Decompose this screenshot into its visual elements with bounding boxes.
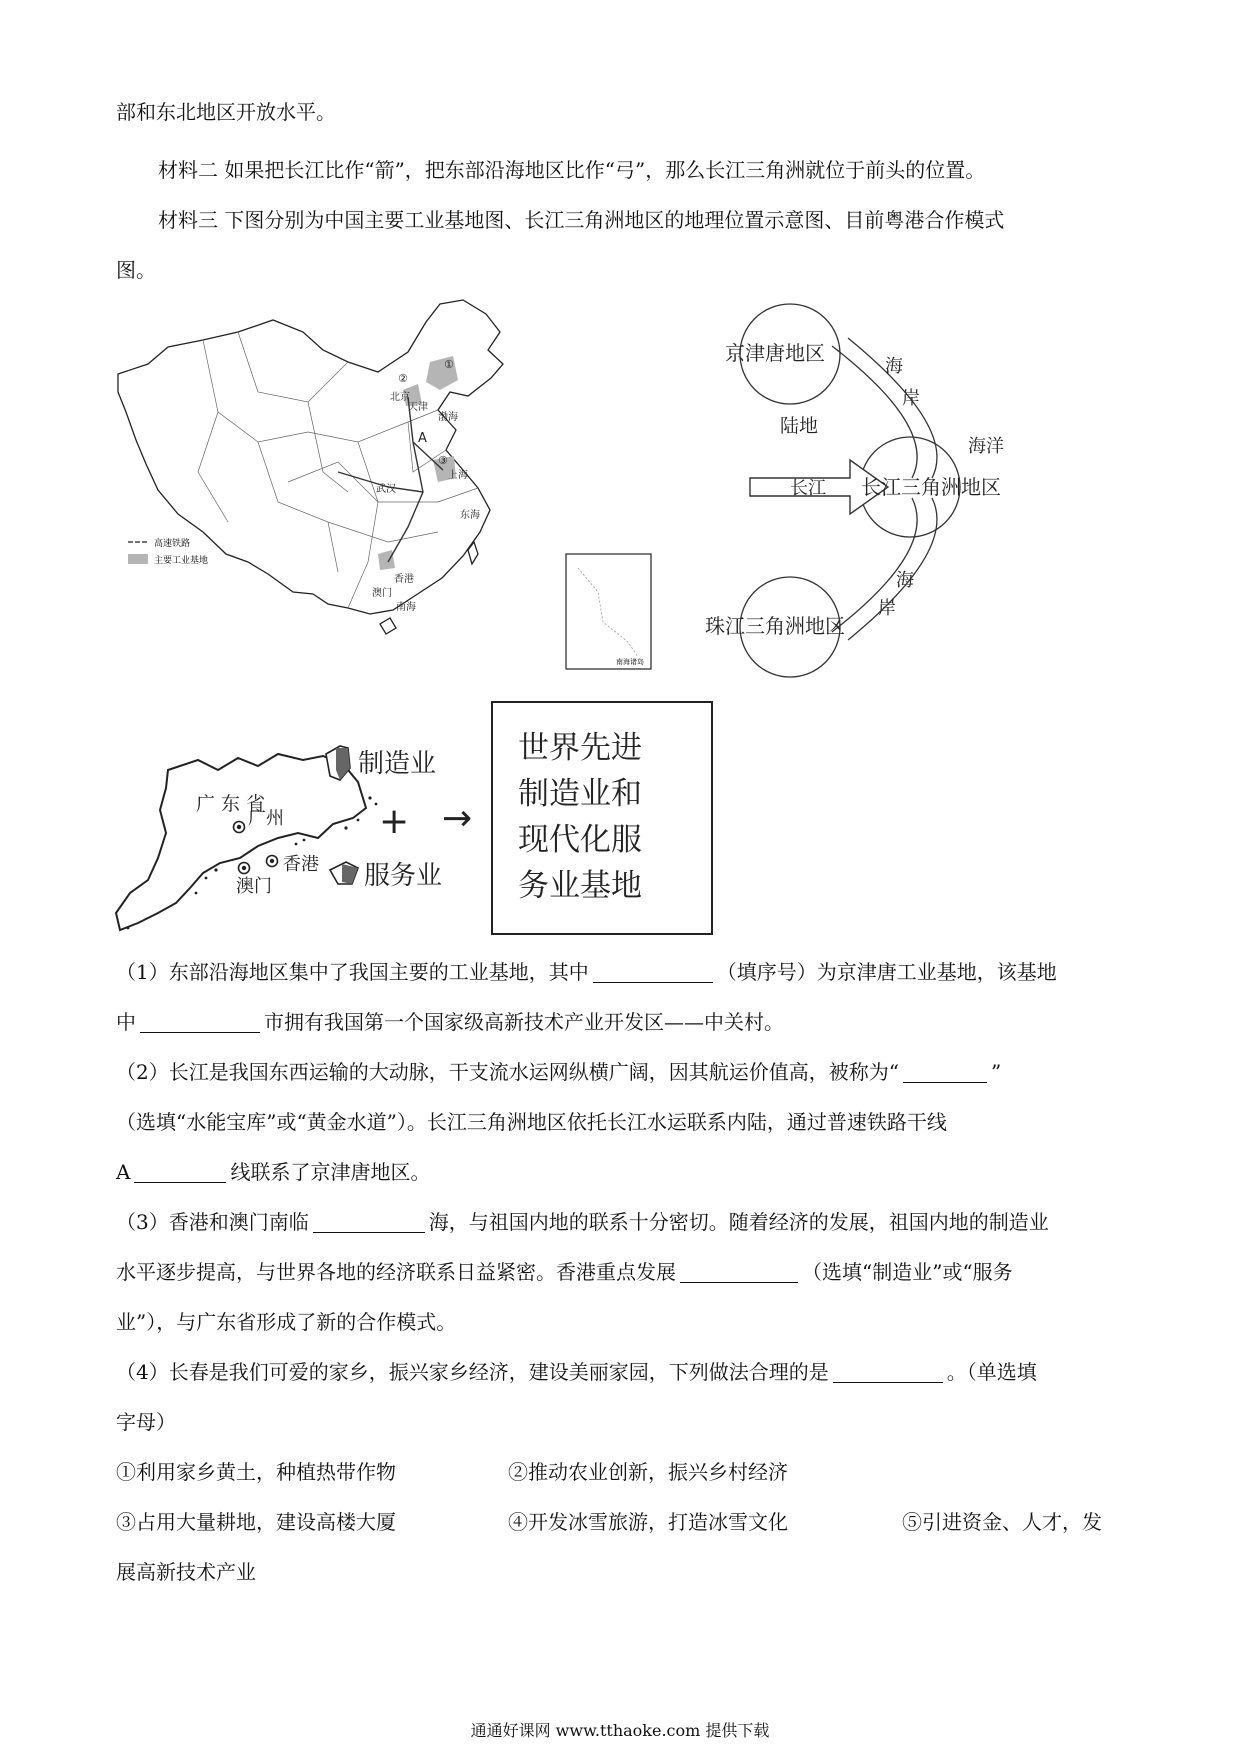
gd-hk-cooperation-diagram	[108, 698, 788, 938]
china-industrial-map	[108, 292, 644, 677]
label-coast: 海	[885, 356, 903, 377]
question-1-cont	[116, 1008, 784, 1036]
result-line: 务业基地	[518, 868, 642, 904]
answer-blank[interactable]	[134, 1162, 226, 1183]
question-2-cont	[116, 1108, 947, 1136]
question-4-cont	[116, 1408, 176, 1436]
label-macao: 澳门	[372, 588, 392, 599]
yrd-location-diagram	[700, 300, 1120, 685]
option-2: ②推动农业创新，振兴乡村经济	[508, 1460, 788, 1484]
label-coast: 岸	[902, 388, 920, 409]
label-manufacturing: 制造业	[358, 749, 437, 779]
result-line: 现代化服	[518, 822, 642, 858]
label-macao: 澳门	[236, 876, 272, 897]
legend-base: 主要工业基地	[154, 556, 209, 566]
question-1	[116, 958, 1057, 986]
label-hongkong: 香港	[283, 854, 319, 875]
answer-blank[interactable]	[903, 1062, 987, 1083]
map-labels	[372, 358, 480, 613]
label-ocean: 海洋	[968, 436, 1004, 457]
railway-lines	[338, 397, 443, 562]
answer-blank[interactable]	[140, 1012, 260, 1033]
q2-text: （选填“水能宝库”或“黄金水道”）。长江三角洲地区依托长江水运联系内陆，通过普速铁路干线	[116, 1110, 947, 1134]
q1-text: （1）东部沿海地区集中了我国主要的工业基地，其中	[116, 960, 589, 984]
q3-text: 业”），与广东省形成了新的合作模式。	[116, 1310, 457, 1334]
inset-label: 南海诸岛	[616, 658, 644, 666]
q2-text: ”	[990, 1060, 1002, 1084]
map-legend	[128, 537, 208, 566]
answer-blank[interactable]	[833, 1362, 943, 1383]
option-3: ③占用大量耕地，建设高楼大厦	[116, 1510, 396, 1534]
label-yrd: 长江三角洲地区	[861, 475, 1001, 499]
label-nanhai: 南海	[396, 602, 416, 613]
label-bohai: 渤海	[438, 412, 458, 423]
text-line: 图。	[116, 258, 156, 282]
label-3: ③	[438, 454, 448, 467]
q3-text: （选填“制造业”或“服务	[802, 1260, 1013, 1284]
label-coast: 岸	[878, 598, 896, 619]
label-coast: 海	[896, 570, 914, 591]
question-3	[116, 1208, 1049, 1236]
question-2	[116, 1058, 1001, 1086]
material-2: 材料二 如果把长江比作“箭”，把东部沿海地区比作“弓”，那么长江三角洲就位于前头的位置。	[158, 158, 986, 182]
option-4: ④开发冰雪旅游，打造冰雪文化	[508, 1510, 788, 1534]
result-line: 制造业和	[518, 776, 642, 812]
q2-text: 线联系了京津唐地区。	[230, 1160, 431, 1184]
south-sea-inset	[566, 554, 651, 669]
label-hongkong: 香港	[394, 574, 414, 585]
q4-text: 字母）	[116, 1410, 176, 1434]
label-guangzhou: 广州	[248, 808, 284, 829]
q1-text: 市拥有我国第一个国家级高新技术产业开发区——中关村。	[264, 1010, 784, 1034]
guangdong-outline	[116, 754, 366, 930]
q3-text: 水平逐步提高，与世界各地的经济联系日益紧密。香港重点发展	[116, 1260, 676, 1284]
answer-blank[interactable]	[680, 1262, 798, 1283]
question-2-cont	[116, 1158, 430, 1186]
page-footer: 通通好课网 www.tthaoke.com 提供下载	[470, 1721, 770, 1740]
material-3: 材料三 下图分别为中国主要工业基地图、长江三角洲地区的地理位置示意图、目前粤港合作模式	[158, 208, 1005, 232]
q2-text: A	[116, 1160, 131, 1184]
question-4	[116, 1358, 1037, 1386]
q3-text: （3）香港和澳门南临	[116, 1210, 309, 1234]
label-land: 陆地	[780, 415, 819, 437]
label-shanghai: 上海	[448, 470, 468, 481]
question-3-cont	[116, 1308, 456, 1336]
label-beijing: 北京	[390, 392, 410, 403]
legend-rail: 高速铁路	[154, 539, 191, 549]
label-guangdong: 广 东 省	[196, 793, 266, 815]
text-line: 部和东北地区开放水平。	[116, 100, 336, 124]
arrow-right-icon: →	[442, 798, 473, 839]
plus-sign: +	[379, 801, 410, 842]
answer-blank[interactable]	[593, 962, 713, 983]
answer-blank[interactable]	[313, 1212, 425, 1233]
label-a: A	[418, 431, 427, 446]
label-service: 服务业	[364, 861, 443, 891]
q3-text: 海，与祖国内地的联系十分密切。随着经济的发展，祖国内地的制造业	[428, 1210, 1049, 1234]
label-tianjin: 天津	[408, 402, 428, 413]
label-1: ①	[444, 358, 454, 371]
label-wuhan: 武汉	[376, 484, 396, 495]
option-5-cont: 展高新技术产业	[116, 1560, 256, 1584]
q4-text: （4）长春是我们可爱的家乡，振兴家乡经济，建设美丽家园，下列做法合理的是	[116, 1360, 829, 1384]
q1-text: （填序号）为京津唐工业基地，该基地	[716, 960, 1057, 984]
label-prd: 珠江三角洲地区	[705, 614, 845, 638]
question-3-cont	[116, 1258, 1013, 1286]
option-5: ⑤引进资金、人才，发	[902, 1510, 1102, 1534]
label-jjt: 京津唐地区	[725, 341, 825, 365]
label-yangtze: 长江	[790, 478, 826, 499]
q2-text: （2）长江是我国东西运输的大动脉，干支流水运网纵横广阔，因其航运价值高，被称为“	[116, 1060, 899, 1084]
label-donghai: 东海	[460, 510, 480, 521]
option-1: ①利用家乡黄土，种植热带作物	[116, 1460, 396, 1484]
result-line: 世界先进	[518, 730, 642, 766]
q1-text: 中	[116, 1010, 136, 1034]
label-2: ②	[398, 372, 408, 385]
q4-text: 。（单选填	[946, 1360, 1037, 1384]
